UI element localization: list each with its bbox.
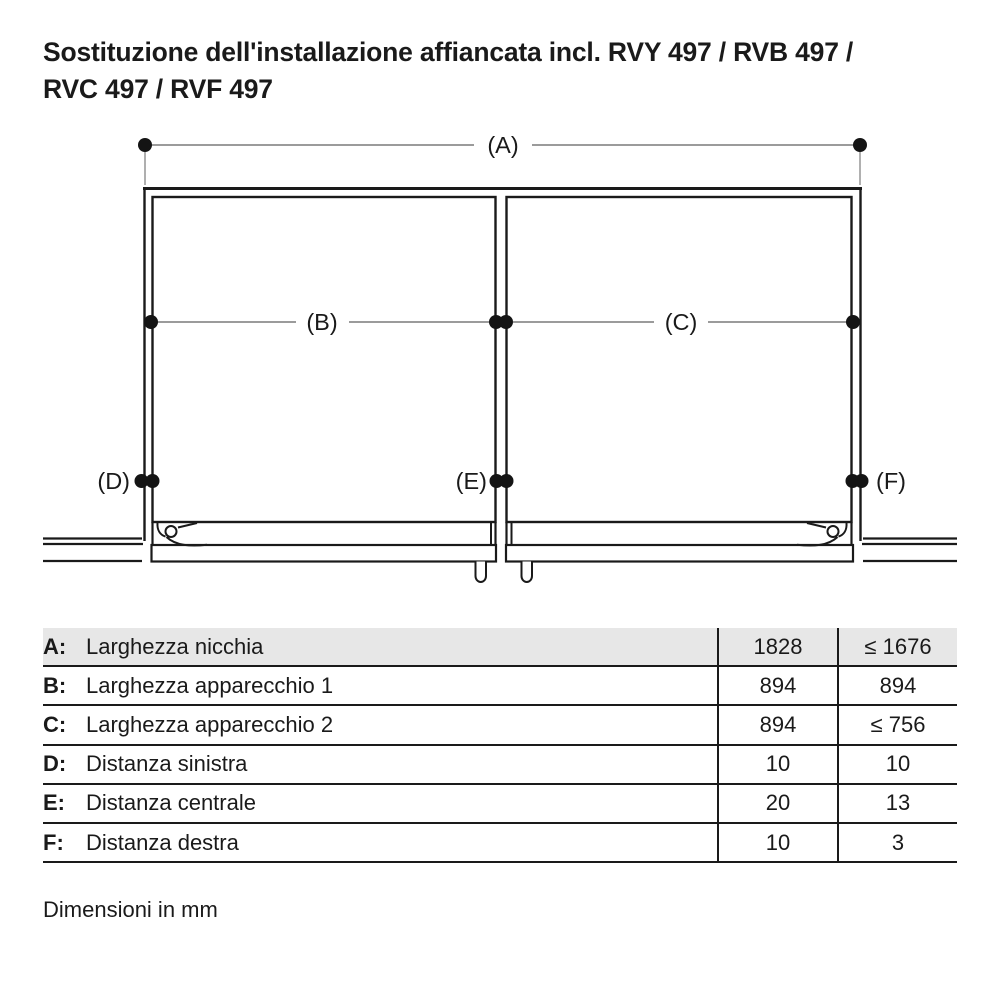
- row-key: E:: [43, 790, 65, 816]
- col2-value: ≤ 1676: [837, 628, 957, 665]
- col1-value: 20: [717, 785, 837, 822]
- dimension-dot: [500, 474, 514, 488]
- col2-value: ≤ 756: [837, 706, 957, 743]
- page-title-line-1: Sostituzione dell'installazione affiancata incl. RVY 497 / RVB 497 /: [43, 37, 854, 67]
- row-key: B:: [43, 672, 67, 698]
- foot: [476, 562, 487, 583]
- col2-value: 3: [837, 824, 957, 861]
- col2-value: 13: [837, 785, 957, 822]
- row-label: Distanza centrale: [86, 790, 256, 816]
- dimension-dot: [138, 138, 152, 152]
- row-key: D:: [43, 751, 67, 777]
- row-label: Distanza sinistra: [86, 751, 248, 777]
- appliance-1-outline: [153, 197, 496, 522]
- plinth-recess-2: [507, 522, 852, 545]
- table-row: [43, 706, 957, 745]
- label-b: (B): [306, 309, 338, 335]
- floor-line-left: [43, 539, 143, 562]
- col1-value: 894: [717, 667, 837, 704]
- row-key: C:: [43, 711, 67, 737]
- appliance-2-outline: [507, 197, 852, 522]
- dimension-dot: [853, 138, 867, 152]
- footnote: Dimensioni in mm: [43, 897, 218, 922]
- label-e: (E): [455, 468, 487, 494]
- table-row: [43, 785, 957, 824]
- col2-value: 894: [837, 667, 957, 704]
- dimension-dot: [855, 474, 869, 488]
- row-label: Larghezza apparecchio 2: [86, 711, 334, 737]
- plinth-recess-1: [153, 522, 496, 545]
- dimension-dot: [146, 474, 160, 488]
- dimension-dot: [846, 315, 860, 329]
- foot: [522, 562, 533, 583]
- table-row: [43, 667, 957, 706]
- row-label: Larghezza nicchia: [86, 633, 264, 659]
- label-f: (F): [876, 468, 907, 494]
- hinge-mechanism-right: [797, 523, 847, 546]
- label-a: (A): [487, 132, 519, 158]
- row-label: Distanza destra: [86, 829, 239, 855]
- col1-value: 1828: [717, 628, 837, 665]
- col1-value: 10: [717, 746, 837, 783]
- row-label: Larghezza apparecchio 1: [86, 672, 334, 698]
- dimension-dot: [144, 315, 158, 329]
- niche-outline: [143, 187, 862, 541]
- base-panel-2: [506, 545, 853, 562]
- table-row: [43, 746, 957, 785]
- page-title-line-2: RVC 497 / RVF 497: [43, 74, 273, 104]
- spec-table: [43, 628, 957, 863]
- floor-line-right: [862, 539, 957, 562]
- base-panel-1: [152, 545, 497, 562]
- col1-value: 894: [717, 706, 837, 743]
- dimension-dot: [499, 315, 513, 329]
- col1-value: 10: [717, 824, 837, 861]
- hinge-mechanism-left: [157, 523, 207, 546]
- label-d: (D): [97, 468, 130, 494]
- row-key: A:: [43, 633, 67, 659]
- row-key: F:: [43, 829, 64, 855]
- col2-value: 10: [837, 746, 957, 783]
- table-row: [43, 628, 957, 667]
- label-c: (C): [664, 309, 698, 335]
- table-row: [43, 824, 957, 863]
